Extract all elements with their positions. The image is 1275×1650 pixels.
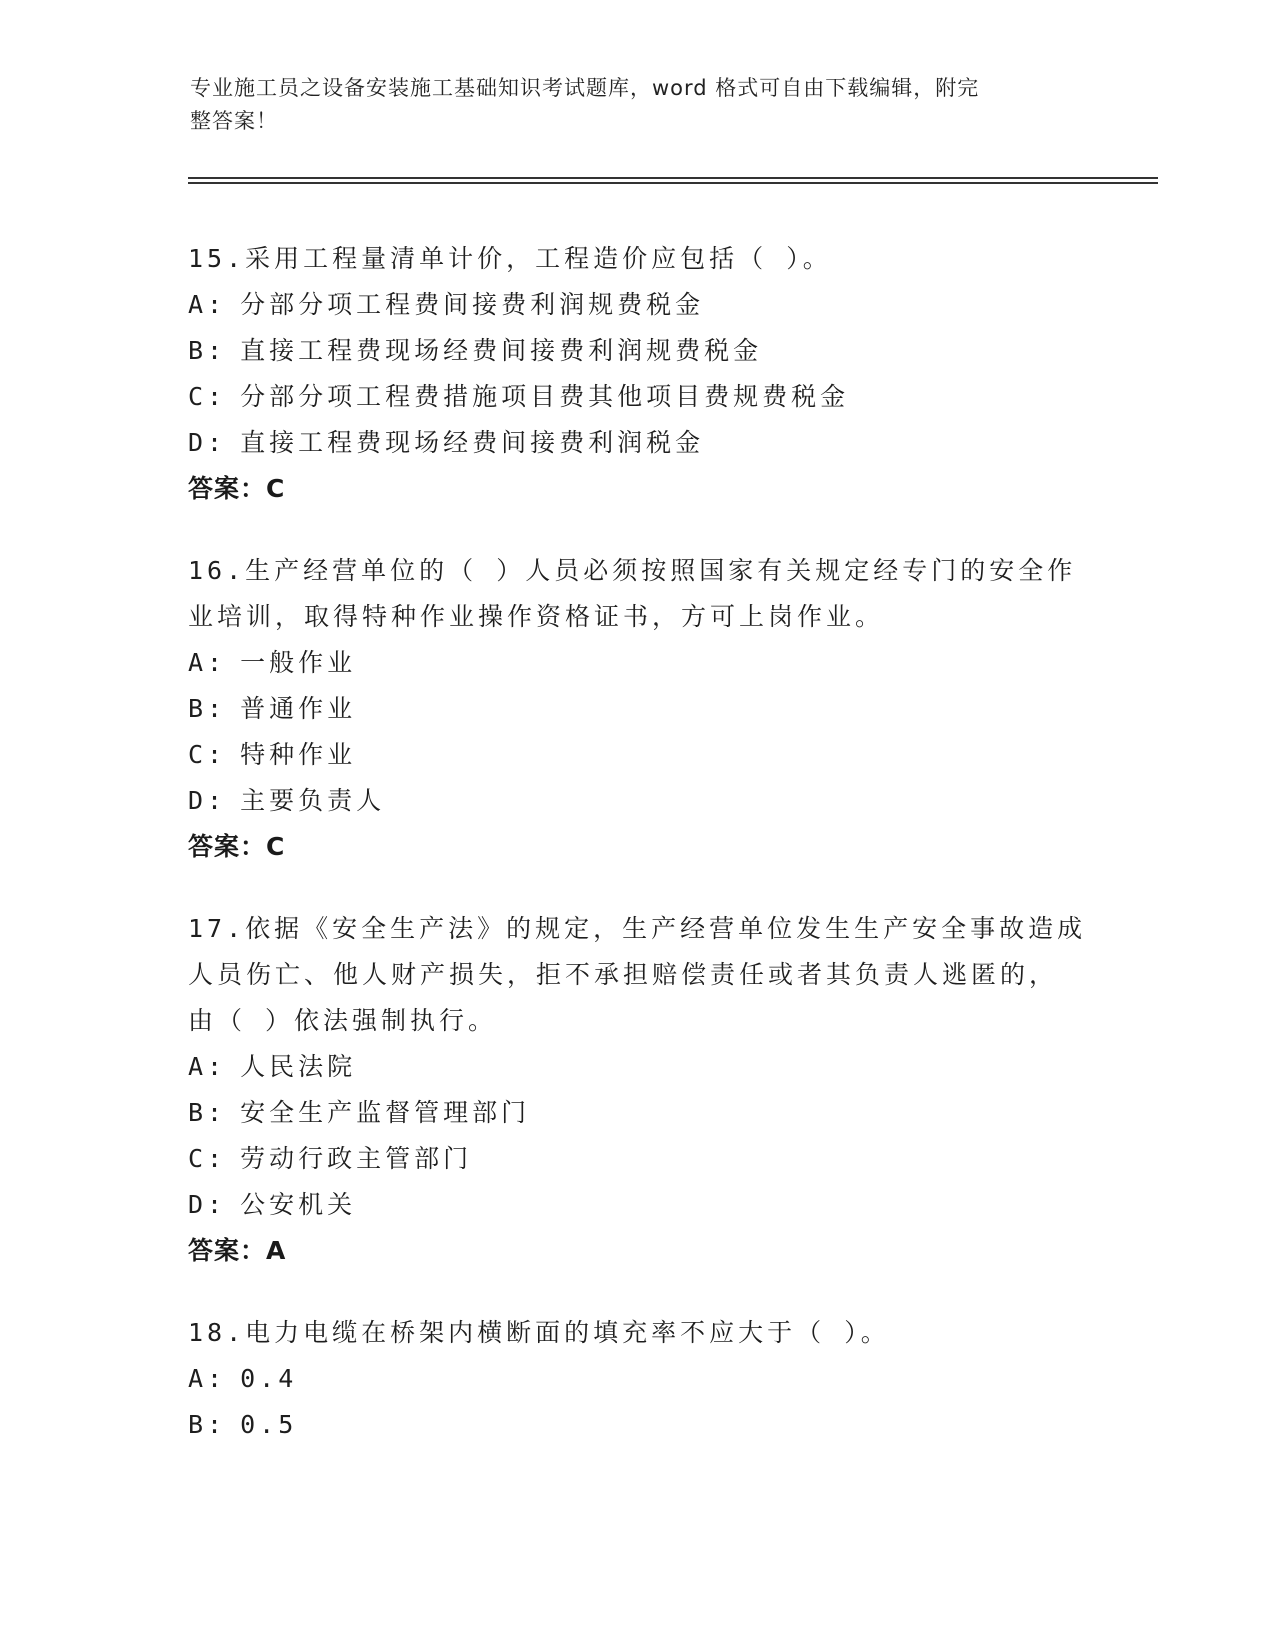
answer-option [188,1182,1088,1228]
question-stem-line: 16.生产经营单位的（ ）人员必须按照国家有关规定经专门的安全作 [188,556,1077,585]
option-text: 普通作业 [240,694,357,723]
option-text: 人民法院 [240,1052,357,1081]
option-text: 一般作业 [240,648,357,677]
answer-option [188,686,1088,732]
option-key: B: [188,694,227,723]
option-text: 公安机关 [240,1190,357,1219]
option-key: B: [188,1098,227,1127]
question-stem [188,1310,1088,1356]
option-text: 安全生产监督管理部门 [240,1098,531,1127]
question-stem-line: 18.电力电缆在桥架内横断面的填充率不应大于（ ）。 [188,1318,890,1347]
option-text: 直接工程费现场经费间接费利润规费税金 [240,336,763,365]
answer-option [188,1356,1088,1402]
question-stem [188,906,1088,1044]
answer-option [188,778,1088,824]
option-text: 分部分项工程费措施项目费其他项目费规费税金 [240,382,850,411]
option-key: C: [188,1144,227,1173]
question-stem-line: 人员伤亡、他人财产损失，拒不承担赔偿责任或者其负责人逃匿的， [188,960,1059,989]
answer-option [188,640,1088,686]
option-key: A: [188,290,227,319]
option-key: A: [188,1052,227,1081]
question-stem-line: 15.采用工程量清单计价，工程造价应包括（ ）。 [188,244,832,273]
answer-option [188,328,1088,374]
answer-option [188,1402,1088,1448]
question-stem [188,548,1088,640]
answer-key: 答案：C [188,832,286,861]
option-text: 0.5 [240,1410,298,1439]
answer-option [188,282,1088,328]
header-divider-top [188,177,1158,179]
option-key: D: [188,1190,227,1219]
answer-key: 答案：A [188,1236,287,1265]
header-line-2: 整答案！ [190,109,278,133]
option-key: A: [188,648,227,677]
question-block [188,906,1088,1274]
header-line-1: 专业施工员之设备安装施工基础知识考试题库，word 格式可自由下载编辑，附完 [190,76,980,100]
option-text: 分部分项工程费间接费利润规费税金 [240,290,705,319]
question-block [188,548,1088,870]
question-list [188,236,1088,1484]
option-text: 0.4 [240,1364,298,1393]
question-stem-line: 17.依据《安全生产法》的规定，生产经营单位发生生产安全事故造成 [188,914,1087,943]
answer-option [188,1044,1088,1090]
option-key: C: [188,740,227,769]
answer-option [188,420,1088,466]
question-block [188,236,1088,512]
option-key: B: [188,336,227,365]
question-stem-line: 业培训，取得特种作业操作资格证书，方可上岗作业。 [188,602,885,631]
option-text: 主要负责人 [240,786,386,815]
option-key: D: [188,428,227,457]
header-divider-bottom [188,182,1158,184]
answer-option [188,374,1088,420]
option-text: 直接工程费现场经费间接费利润税金 [240,428,705,457]
option-key: D: [188,786,227,815]
answer-option [188,1090,1088,1136]
answer-option [188,732,1088,778]
option-key: B: [188,1410,227,1439]
question-block [188,1310,1088,1448]
question-stem [188,236,1088,282]
option-text: 特种作业 [240,740,357,769]
answer-key: 答案：C [188,474,286,503]
option-text: 劳动行政主管部门 [240,1144,473,1173]
question-stem-line: 由（ ）依法强制执行。 [188,1006,498,1035]
answer-option [188,1136,1088,1182]
option-key: C: [188,382,227,411]
document-header [190,72,1070,138]
option-key: A: [188,1364,227,1393]
